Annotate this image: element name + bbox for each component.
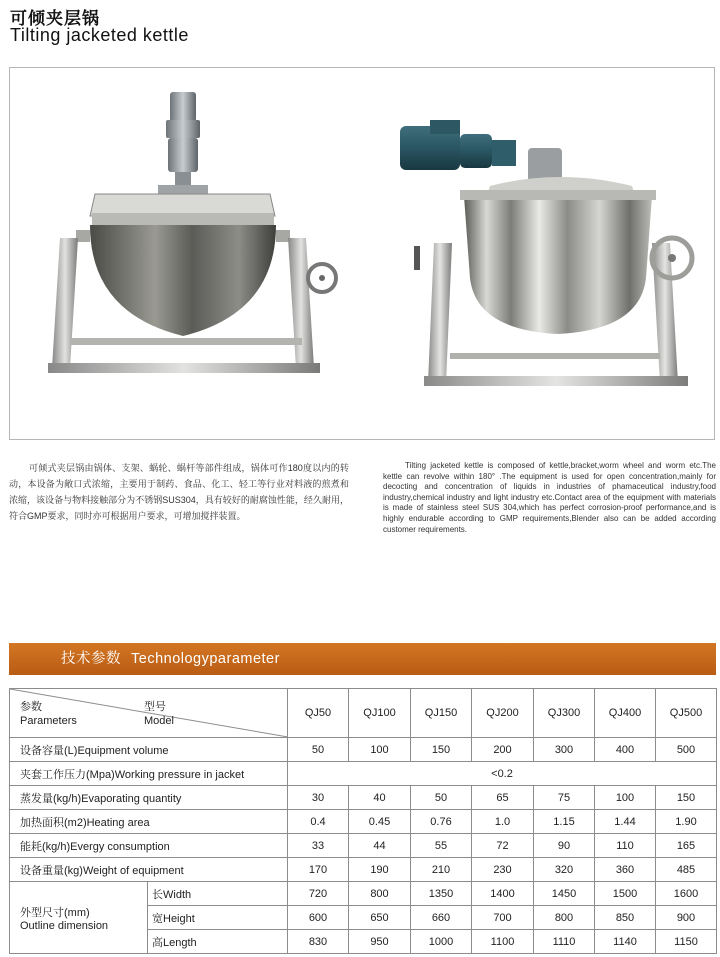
- table-cell: 55: [411, 834, 472, 858]
- row-label: 蒸发量(kg/h)Evaporating quantity: [10, 786, 288, 810]
- model-name: QJ500: [656, 689, 717, 738]
- table-cell: 830: [288, 930, 349, 954]
- table-cell: 660: [411, 906, 472, 930]
- row-label: 加热面积(m2)Heating area: [10, 810, 288, 834]
- table-cell: 0.45: [349, 810, 411, 834]
- merged-cell: <0.2: [288, 762, 717, 786]
- table-cell: 1.44: [595, 810, 656, 834]
- row-label: 能耗(kg/h)Evergy consumption: [10, 834, 288, 858]
- param-header-cn: 参数: [20, 701, 42, 713]
- table-cell: 600: [288, 906, 349, 930]
- table-cell: 33: [288, 834, 349, 858]
- outline-dimension-label: [10, 882, 148, 954]
- table-cell: 40: [349, 786, 411, 810]
- table-cell: 1140: [595, 930, 656, 954]
- table-cell: 1150: [656, 930, 717, 954]
- table-cell: 485: [656, 858, 717, 882]
- table-row: [10, 834, 717, 858]
- page-title-en: Tilting jacketed kettle: [10, 25, 189, 45]
- table-corner-header: [10, 689, 288, 738]
- table-cell: 75: [534, 786, 595, 810]
- model-header: [144, 700, 174, 728]
- table-cell: 1400: [472, 882, 534, 906]
- table-cell: 1.15: [534, 810, 595, 834]
- model-name: QJ100: [349, 689, 411, 738]
- table-cell: 0.76: [411, 810, 472, 834]
- description-en: Tilting jacketed kettle is composed of kettle,bracket,worm wheel and worm etc.The kettle can revolve within 180° .The equipment is used for open concentration,mainly for decocting and concentration of liquids in industries of phamaceutical industry,food industry,chemical industry and light industry etc.Contact area of the equipment with materials is made of stainless steel SUS 304,which has perfect corrosion-proof performance,and is highly endurable according to GMP requirements,Blender also can be added according customer requirements.: [383, 461, 716, 534]
- table-cell: 90: [534, 834, 595, 858]
- table-cell: 100: [595, 786, 656, 810]
- right-kettle-photo: [390, 68, 710, 439]
- table-header-row: [10, 689, 717, 738]
- table-cell: 150: [411, 738, 472, 762]
- table-cell: 700: [472, 906, 534, 930]
- outline-label-cn: 外型尺寸(mm): [20, 906, 90, 919]
- table-cell: 1100: [472, 930, 534, 954]
- table-cell: 165: [656, 834, 717, 858]
- row-label: 夹套工作压力(Mpa)Working pressure in jacket: [10, 762, 288, 786]
- table-row: [10, 738, 717, 762]
- table-cell: 1110: [534, 930, 595, 954]
- table-cell: 65: [472, 786, 534, 810]
- technology-parameter-banner: [9, 643, 716, 675]
- table-cell: 1.90: [656, 810, 717, 834]
- table-cell: 400: [595, 738, 656, 762]
- table-cell: 210: [411, 858, 472, 882]
- product-photo-frame: [9, 67, 715, 440]
- table-cell: 30: [288, 786, 349, 810]
- param-header-en: Parameters: [20, 715, 77, 727]
- table-cell: 100: [349, 738, 411, 762]
- table-cell: 1450: [534, 882, 595, 906]
- model-name: QJ400: [595, 689, 656, 738]
- table-cell: 800: [534, 906, 595, 930]
- table-cell: 360: [595, 858, 656, 882]
- table-cell: 800: [349, 882, 411, 906]
- row-label: 高Length: [148, 930, 288, 954]
- table-cell: 170: [288, 858, 349, 882]
- outline-label-en: Outline dimension: [20, 919, 109, 932]
- model-name: QJ150: [411, 689, 472, 738]
- table-cell: 72: [472, 834, 534, 858]
- table-cell: 50: [411, 786, 472, 810]
- row-label: 长Width: [148, 882, 288, 906]
- param-header: [20, 700, 77, 728]
- banner-title-en: Technologyparameter: [131, 651, 280, 667]
- table-cell: 300: [534, 738, 595, 762]
- table-cell: 720: [288, 882, 349, 906]
- table-cell: 190: [349, 858, 411, 882]
- table-row: [10, 786, 717, 810]
- model-header-en: Model: [144, 715, 174, 727]
- model-header-cn: 型号: [144, 701, 166, 713]
- table-cell: 1.0: [472, 810, 534, 834]
- table-row: [10, 810, 717, 834]
- table-cell: 320: [534, 858, 595, 882]
- table-cell: 200: [472, 738, 534, 762]
- row-label: 设备重量(kg)Weight of equipment: [10, 858, 288, 882]
- row-label: 宽Height: [148, 906, 288, 930]
- table-cell: 44: [349, 834, 411, 858]
- left-kettle-photo: [30, 68, 370, 439]
- banner-title-cn: 技术参数: [61, 651, 121, 667]
- table-cell: 850: [595, 906, 656, 930]
- table-cell: 110: [595, 834, 656, 858]
- table-cell: 0.4: [288, 810, 349, 834]
- table-cell: 1600: [656, 882, 717, 906]
- table-cell: 500: [656, 738, 717, 762]
- table-row: [10, 858, 717, 882]
- model-name: QJ200: [472, 689, 534, 738]
- table-cell: 150: [656, 786, 717, 810]
- row-label: 设备容量(L)Equipment volume: [10, 738, 288, 762]
- parameter-table: [9, 688, 717, 954]
- table-row: [10, 882, 717, 906]
- page-title-cn: 可倾夹层锅: [10, 9, 100, 28]
- table-cell: 1500: [595, 882, 656, 906]
- table-row: [10, 762, 717, 786]
- table-cell: 650: [349, 906, 411, 930]
- table-cell: 950: [349, 930, 411, 954]
- description-cn: 可倾式夹层锅由锅体、支架、蜗轮、蜗杆等部件组成，锅体可作180度以内的转动，本设备为敞口式浓缩，主要用于制药、食品、化工、轻工等行业对料液的煎煮和浓缩，该设备与物料接触部分为不锈钢SUS304，具有较好的耐腐蚀性能，经久耐用，符合GMP要求，同时亦可根据用户要求，可增加搅拌装置。: [9, 463, 349, 521]
- table-cell: 50: [288, 738, 349, 762]
- table-cell: 230: [472, 858, 534, 882]
- table-cell: 1350: [411, 882, 472, 906]
- table-cell: 1000: [411, 930, 472, 954]
- table-cell: 900: [656, 906, 717, 930]
- model-name: QJ50: [288, 689, 349, 738]
- model-name: QJ300: [534, 689, 595, 738]
